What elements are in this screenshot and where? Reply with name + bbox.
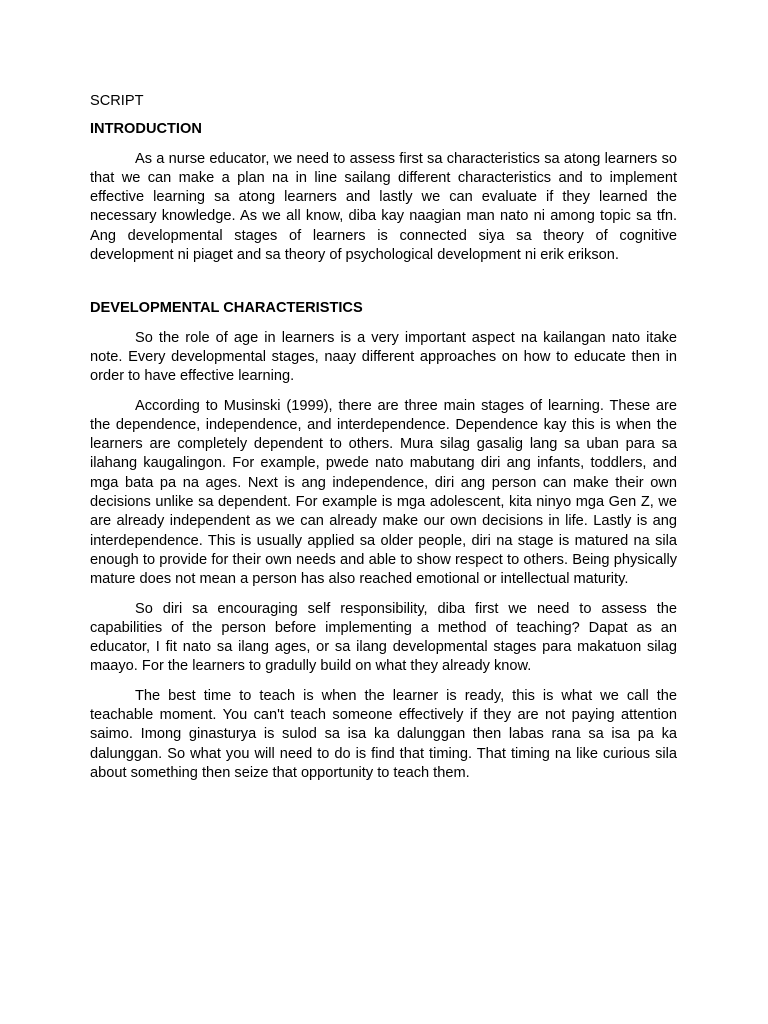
- section-heading: INTRODUCTION: [90, 121, 202, 138]
- paragraph: As a nurse educator, we need to assess first sa characteristics sa atong learners so that we can make a plan na in line sailang different characteristics and to implement effective learning sa atong learners and lastly we can evaluate if they learned the necessary knowledge. As we all know, diba kay naagian man nato ni among topic sa tfn. Ang developmental stages of learners is connected siya sa theory of cognitive development ni piaget and sa theory of psychological development ni erik erikson.: [90, 150, 677, 264]
- paragraph: So diri sa encouraging self responsibility, diba first we need to assess the capabilities of the person before implementing a method of teaching? Dapat as an educator, I fit nato sa ilang ages, or sa ilang developmental stages para makatuon silag maayo. For the learners to gradully build on what they already know.: [90, 600, 677, 675]
- paragraph: So the role of age in learners is a very important aspect na kailangan nato itake note. Every developmental stages, naay different approaches on how to educate then in order to have effective learning.: [90, 329, 677, 385]
- section-developmental-characteristics: [90, 299, 677, 783]
- section-introduction: [90, 120, 677, 265]
- section-heading: DEVELOPMENTAL CHARACTERISTICS: [90, 300, 363, 317]
- document-page: [90, 92, 677, 793]
- paragraph: The best time to teach is when the learner is ready, this is what we call the teachable moment. You can't teach someone effectively if they are not paying attention saimo. Imong ginasturya is sulod sa isa ka dalunggan then labas rana sa isa pa ka dalunggan. So what you will need to do is find that timing. That timing na like curious sila about something then seize that opportunity to teach them.: [90, 687, 677, 781]
- document-label: SCRIPT: [90, 93, 144, 109]
- paragraph: According to Musinski (1999), there are three main stages of learning. These are the dependence, independence, and interdependence. Dependence kay this is when the learners are completely dependent to others. Mura silag gasalig lang sa uban para sa ilahang kaugalingon. For example, pwede nato mabutang diri ang infants, toddlers, and mga bata pa na ages. Next is ang independence, diri ang person can make their own decisions unlike sa dependent. For example is mga adolescent, kita ninyo mga Gen Z, we are already independent as we can already make our own decisions in life. Lastly is ang interdependence. This is usually applied sa older people, diri na stage is matured na sila enough to provide for their own needs and able to show respect to others. Being physically mature does not mean a person has also reached emotional or intellectual maturity.: [90, 397, 677, 588]
